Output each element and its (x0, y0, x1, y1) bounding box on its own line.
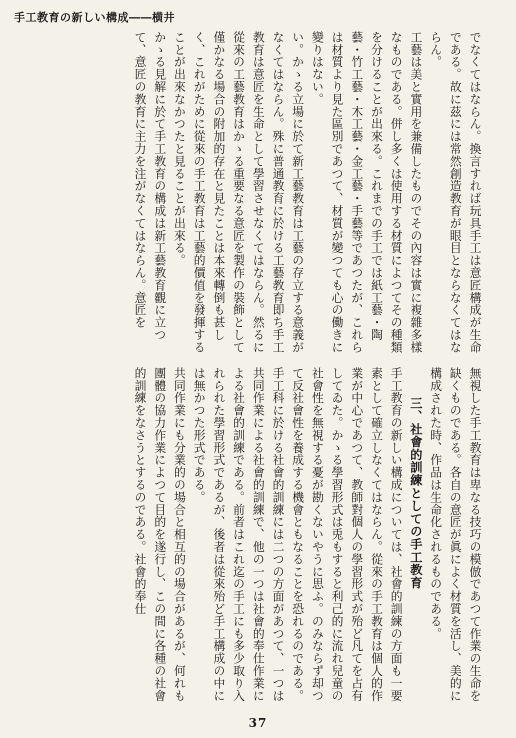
paragraph: 共同作業にも分業的の場合と相互的の場合があるが、何れも團體の協力作業によつて目的を遂行し、この間に各種の社會的訓練をなさうとするのである。社會的奉仕 (133, 367, 187, 702)
page-number: 37 (248, 716, 268, 730)
running-head: 手工教育の新しい構成――横井 (14, 11, 175, 24)
paragraph: い。かゝる立場に於て新工藝教育は工藝の存立する意義がなくてはならん。殊に普通教育に於ける工藝教育即ち手工教育は意匠を生命として學習させなくてはならん。然るに從來の工藝教育はかゝる重要なる意匠を製作の裝飾として僅かなる場合の附加的存在と見たことは本來轉倒も甚しく、これがために從來の手工教育は工藝的價值を發揮することが出來なかつたと見ることが出來る。 (172, 31, 305, 354)
paragraph: 手工科に於ける社會的訓練には二つの方面があつて、一つは共同作業による社會的訓練で、他の一つは社會的奉仕作業による社會的訓練である。前者はこれ迄の手工にも多少取り入れられた學習形式であるが、後者は從來殆ど手工構成の中には無かつた形式である。 (192, 367, 285, 702)
upper-text-block (18, 31, 484, 357)
paragraph: 工藝は美と實用を兼備したものでその內容は實に複雜多樣なものである。併し多くは使用する材質によつてその種類を分けることが出來る。これまでの手工では紙工藝・陶藝・竹工藝・木工藝・金工藝・手藝等であつたが、これらは材質より見た區別であつて、材質が變つても心の働きに變りはない。 (310, 31, 423, 354)
lower-text-block (18, 367, 484, 705)
paragraph: 手工教育の新しい構成については、社會的訓練の方面も一要素として確立しなくてはならん。從來の手工教育は個人的作業が中心であつて、教師對個人の學習形式が殆ど凡てを占有してゐた。かゝる學習形式は兎もすると利己的に流れ兒童の社會性を無視する憂が勘くないやうに思ふ。のみならず却つて反社會性を養成する機會ともなることを恐れるのである。 (290, 367, 404, 702)
paragraph: 無視した手工教育は卑なる技巧の模倣であつて作業の生命を缺くものである。各自の意匠が眞によく材質を活し、美的に構成された時、作品は生命化されるものである。 (428, 367, 482, 702)
paragraph: でなくてはならん。換言すれば玩具手工は意匠構成が生命である。故に茲には常然創造教育が眼目とならなくてはならん。 (428, 31, 482, 354)
paragraph: かゝる見解に於て手工教育の構成は新工藝教育觀に立つて、意匠の教育に主力を注がなくてはならん。意匠を (133, 31, 167, 341)
section-heading: 三、社會的訓練としての手工教育 (408, 397, 423, 589)
